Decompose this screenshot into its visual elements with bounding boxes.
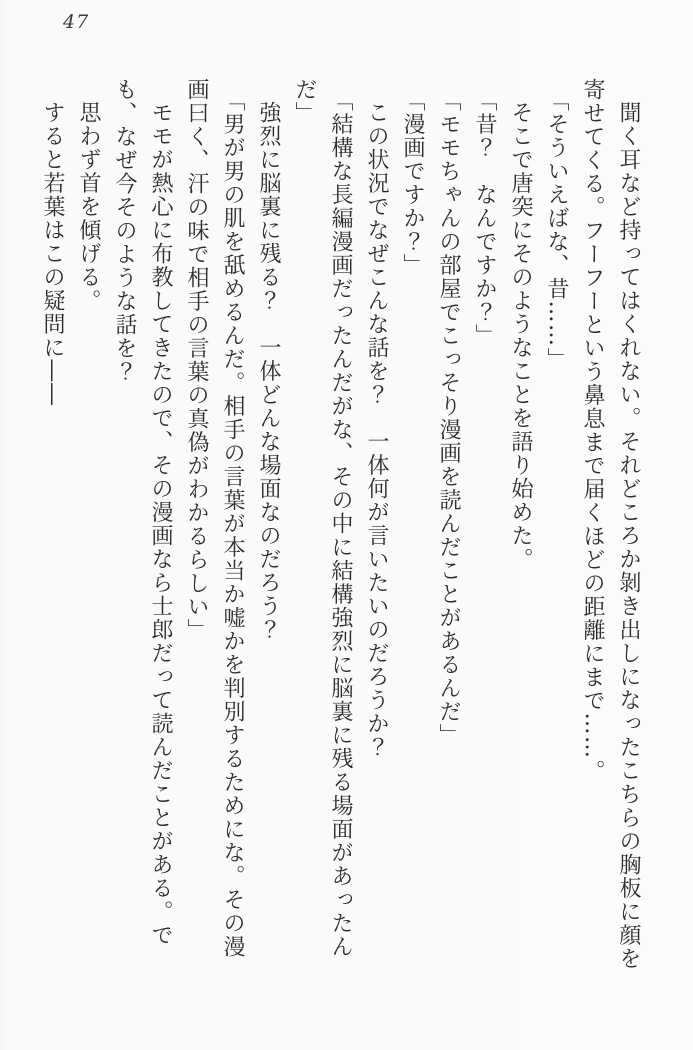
paragraph-narration-7: すると若葉はこの疑問に――	[40, 101, 65, 407]
paragraph-dialogue-2: 「昔？ なんですか？」	[472, 89, 497, 348]
paragraph-narration-6: 思わず首を傾げる。	[76, 101, 101, 313]
paragraph-dialogue-4: 「漫画ですか？」	[400, 89, 425, 277]
paragraph-dialogue-3: 「モモちゃんの部屋でこっそり漫画を読んだことがあるんだ」	[436, 89, 461, 747]
paragraph-dialogue-1: 「そういえばな、昔……」	[544, 89, 569, 371]
paragraph-narration-3: この状況でなぜこんな話を？ 一体何が言いたいのだろうか？	[364, 101, 389, 759]
paragraph-narration-1: 聞く耳など持ってはくれない。それどころか剝き出しになったこちらの胸板に顔を寄せてくる。フーフーという鼻息まで届くほどの距離にまで……。	[580, 78, 641, 971]
paragraph-dialogue-6: 「男が男の肌を舐めるんだ。相手の言葉が本当か嘘かを判別するためにな。その漫画曰く、汗の味で相手の言葉の真偽がわかるらしい」	[184, 78, 245, 959]
paragraph-dialogue-5: 「結構な長編漫画だったんだがな、その中に結構強烈に脳裏に残る場面があったんだ」	[292, 78, 353, 959]
paragraph-narration-4: 強烈に脳裏に残る？ 一体どんな場面なのだろう？	[256, 101, 281, 642]
paragraph-narration-2: そこで唐突にそのようなことを語り始めた。	[508, 101, 533, 571]
vertical-text-block	[34, 78, 646, 978]
page-number: 47	[63, 11, 90, 33]
paragraph-narration-5: モモが熱心に布教してきたので、その漫画なら士郎だって読んだことがある。でも、なぜ今そのような話を？	[112, 78, 173, 947]
